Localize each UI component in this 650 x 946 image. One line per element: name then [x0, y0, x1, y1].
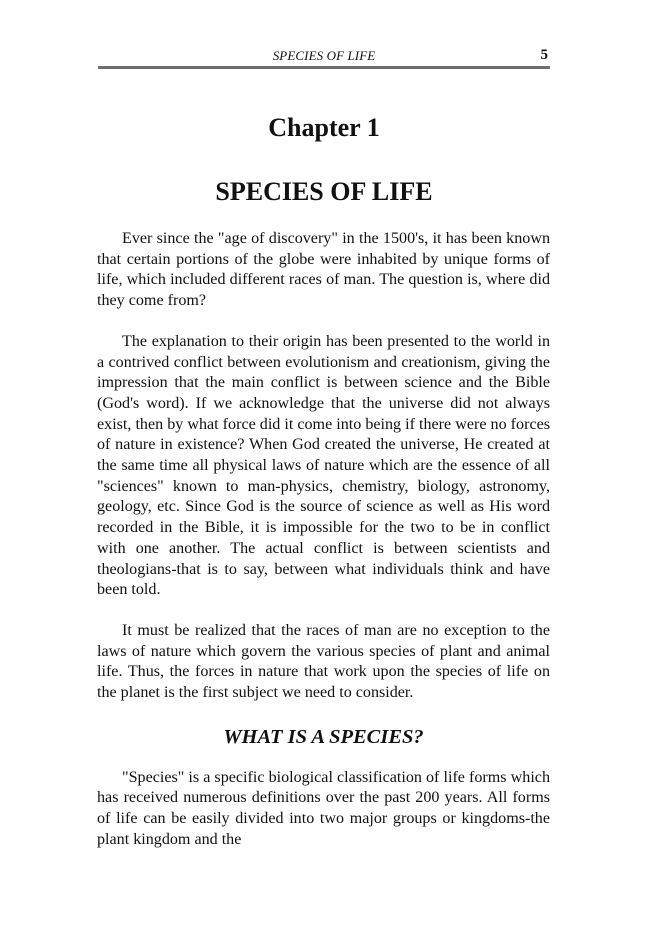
section-heading: WHAT IS A SPECIES? [223, 725, 424, 748]
paragraph-2: The explanation to their origin has been presented to the world in a contrived conflict between evolutionism and creationism, giving the impression that the main conflict is between science and the Bible (God's word). If we acknowledge that the universe did not always exist, then by what force did it come into being if there were no forces of nature in existence? When God created the universe, He created at the same time all physical laws of nature which are the essence of all "sciences" known to man-physics, chemistry, biology, astronomy, geology, etc. Since God is the source of science as well as His word recorded in the Bible, it is impossible for the two to be in conflict with one another. The actual conflict is between scientists and theologians-that is to say, between what individuals think and have been told. [97, 332, 550, 599]
paragraph-3: It must be realized that the races of man are no exception to the laws of nature which govern the various species of plant and animal life. Thus, the forces in nature that work upon the species of life on the planet is the first subject we need to consider. [97, 621, 550, 702]
running-header [98, 48, 550, 64]
page-number: 5 [540, 47, 548, 63]
body-text [97, 229, 550, 851]
chapter-title: SPECIES OF LIFE [215, 177, 433, 206]
header-rule [98, 66, 550, 69]
running-title: SPECIES OF LIFE [272, 48, 376, 63]
section-paragraph-1: "Species" is a specific biological classification of life forms which has received numerous definitions over the past 200 years. All forms of life can be easily divided into two major groups or kingdoms-the plant kingdom and the [97, 768, 550, 848]
paragraph-1: Ever since the "age of discovery" in the 1500's, it has been known that certain portions of the globe were inhabited by unique forms of life, which included different races of man. The question is, where did they come from? [97, 230, 550, 310]
chapter-label: Chapter 1 [268, 113, 380, 142]
